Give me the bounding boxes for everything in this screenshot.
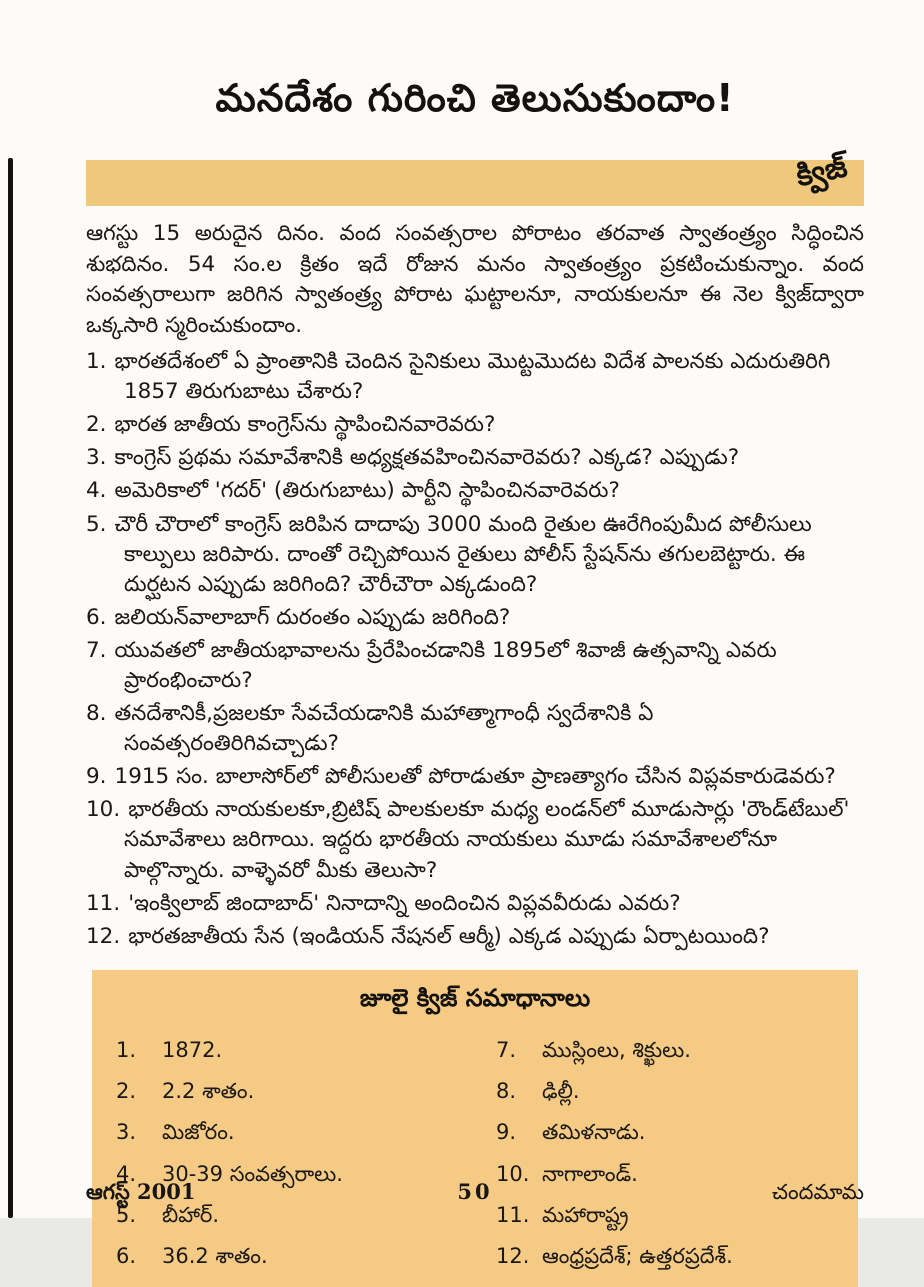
footer-page-number: 50 [457,1179,493,1204]
question-text: 1915 సం. బాలాసోర్‌లో పోలీసులతో పోరాడుతూ ప్రాణత్యాగం చేసిన విప్లవకారుడెవరు? [114,764,836,790]
question-item [86,443,864,473]
answer-text: 36.2 శాతం. [162,1244,268,1269]
question-number: 1. [86,349,107,375]
question-text: భారతీయ నాయకులకూ,బ్రిటిష్ పాలకులకూ మధ్య లండన్‌లో మూడుసార్లు 'రౌండ్‌టేబుల్' సమావేశాలు జరిగాయి. ఇద్దరు భారతీయ నాయకులు మూడు సమావేశాలలోనూ పాల్గొన్నారు. వాళ్ళెవరో మీకు తెలుసా? [124,797,850,883]
answer-number: 7. [496,1037,517,1062]
answer-item [116,1078,496,1104]
question-text: కాంగ్రెస్ ప్రథమ సమావేశానికి అధ్యక్షతవహించినవారెవరు? ఎక్కడ? ఎప్పుడు? [114,445,740,471]
question-text: తనదేశానికీ,ప్రజలకూ సేవచేయడానికి మహాత్మాగాంధీ స్వదేశానికి ఏ సంవత్సరంతిరిగివచ్చాడు? [114,701,654,757]
answer-text: ఆంధ్రప్రదేశ్; ఉత్తరప్రదేశ్. [542,1244,733,1269]
scan-edge-line [8,158,13,1218]
question-item [86,347,864,407]
answer-item [116,1243,496,1269]
answers-box [92,970,858,1287]
questions-list [86,347,864,952]
answer-number: 1. [116,1037,137,1062]
question-item [86,476,864,506]
answer-number: 12. [496,1244,530,1269]
answer-text: 1872. [162,1037,223,1062]
answer-item [496,1037,834,1063]
question-item [86,410,864,440]
question-number: 9. [86,764,107,790]
question-text: జలియన్‌వాలాబాగ్ దురంతం ఎప్పుడు జరిగింది? [114,604,511,630]
question-item [86,699,864,759]
answer-text: 2.2 శాతం. [162,1079,255,1104]
question-number: 12. [86,923,121,949]
question-item [86,603,864,633]
page-content [86,0,864,1287]
answer-item [116,1119,496,1145]
question-number: 3. [86,445,107,471]
answer-text: మిజోరం. [162,1120,235,1145]
answer-number: 9. [496,1120,517,1145]
question-text: అమెరికాలో 'గదర్' (తిరుగుబాటు) పార్టీని స్థాపించినవారెవరు? [114,478,620,504]
answers-grid [116,1022,834,1270]
question-text: భారత జాతీయ కాంగ్రెస్‌ను స్థాపించినవారెవరు? [114,412,496,438]
question-number: 7. [86,637,107,663]
answer-number: 4. [116,1161,137,1186]
answer-number: 5. [116,1202,137,1227]
answer-item [116,1037,496,1063]
intro-paragraph: ఆగస్టు 15 అరుదైన దినం. వంద సంవత్సరాల పోరాటం తరవాత స్వాతంత్ర్యం సిద్ధించిన శుభదినం. 54 సం.ల క్రితం ఇదే రోజున మనం స్వాతంత్ర్యం ప్రకటించుకున్నాం. వంద సంవత్సరాలుగా జరిగిన స్వాతంత్ర్య పోరాట ఘట్టాలనూ, నాయకులనూ ఈ నెల క్విజ్‌ద్వారా ఒక్కసారి స్మరించుకుందాం. [86,221,864,338]
question-number: 5. [86,511,107,537]
question-item [86,762,864,792]
answer-text: తమిళనాడు. [542,1120,646,1145]
answer-text: ఢిల్లీ. [542,1079,580,1104]
quiz-section-band [86,149,864,206]
question-number: 2. [86,412,107,438]
question-number: 4. [86,478,107,504]
answer-number: 8. [496,1079,517,1104]
question-text: యువతలో జాతీయభావాలను ప్రేరేపించడానికి 1895లో శివాజీ ఉత్సవాన్ని ఎవరు ప్రారంభించారు? [114,637,777,693]
question-number: 8. [86,701,107,727]
answers-heading: జూలై క్విజ్ సమాధానాలు [359,983,591,1012]
answer-number: 2. [116,1079,137,1104]
answers-column-right [496,1022,834,1270]
answers-column-left [116,1022,496,1270]
answer-number: 10. [496,1161,530,1186]
footer-magazine-name: చందమామ [772,1180,864,1204]
page-title: మనదేశం గురించి తెలుసుకుందాం! [215,76,735,120]
answer-number: 11. [496,1202,530,1227]
question-text: చౌరీ చౌరాలో కాంగ్రెస్ జరిపిన దాదాపు 3000 మంది రైతుల ఊరేగింపుమీద పోలీసులు కాల్పులు జరిపారు. దాంతో రెచ్చిపోయిన రైతులు పోలీస్ స్టేషన్‌ను తగులబెట్టారు. ఈ దుర్ఘటన ఎప్పుడు జరిగింది? చౌరీచౌరా ఎక్కడుంది? [114,511,812,597]
question-item [86,510,864,600]
question-text: భారతదేశంలో ఏ ప్రాంతానికి చెందిన సైనికులు మొట్టమొదట విదేశ పాలనకు ఎదురుతిరిగి 1857 తిరుగుబాటు చేశారు? [114,349,831,405]
answer-text: మహారాష్ట్ర [542,1202,629,1227]
question-text: 'ఇంక్విలాబ్ జిందాబాద్' నినాదాన్ని అందించిన విప్లవవీరుడు ఎవరు? [128,890,681,916]
question-item [86,922,864,952]
question-item [86,636,864,696]
quiz-band-label: క్విజ్ [793,149,851,194]
page-footer [86,1179,864,1210]
answer-item [496,1078,834,1104]
question-number: 11. [86,890,121,916]
footer-issue-date: ఆగస్ట్ 2001 [86,1179,196,1204]
answer-text: నాగాలాండ్. [542,1161,638,1186]
answer-text: 30-39 సంవత్సరాలు. [162,1161,343,1186]
answer-number: 3. [116,1120,137,1145]
answer-item [496,1119,834,1145]
question-text: భారతజాతీయ సేన (ఇండియన్ నేషనల్ ఆర్మీ) ఎక్కడ ఎప్పుడు ఏర్పాటయింది? [128,923,770,949]
question-number: 10. [86,797,121,823]
question-number: 6. [86,604,107,630]
question-item [86,889,864,919]
answer-number: 6. [116,1244,137,1269]
answer-item [496,1243,834,1269]
answer-text: బీహార్. [162,1202,220,1227]
answer-text: ముస్లింలు, శిక్ఖులు. [542,1037,691,1062]
question-item [86,795,864,885]
